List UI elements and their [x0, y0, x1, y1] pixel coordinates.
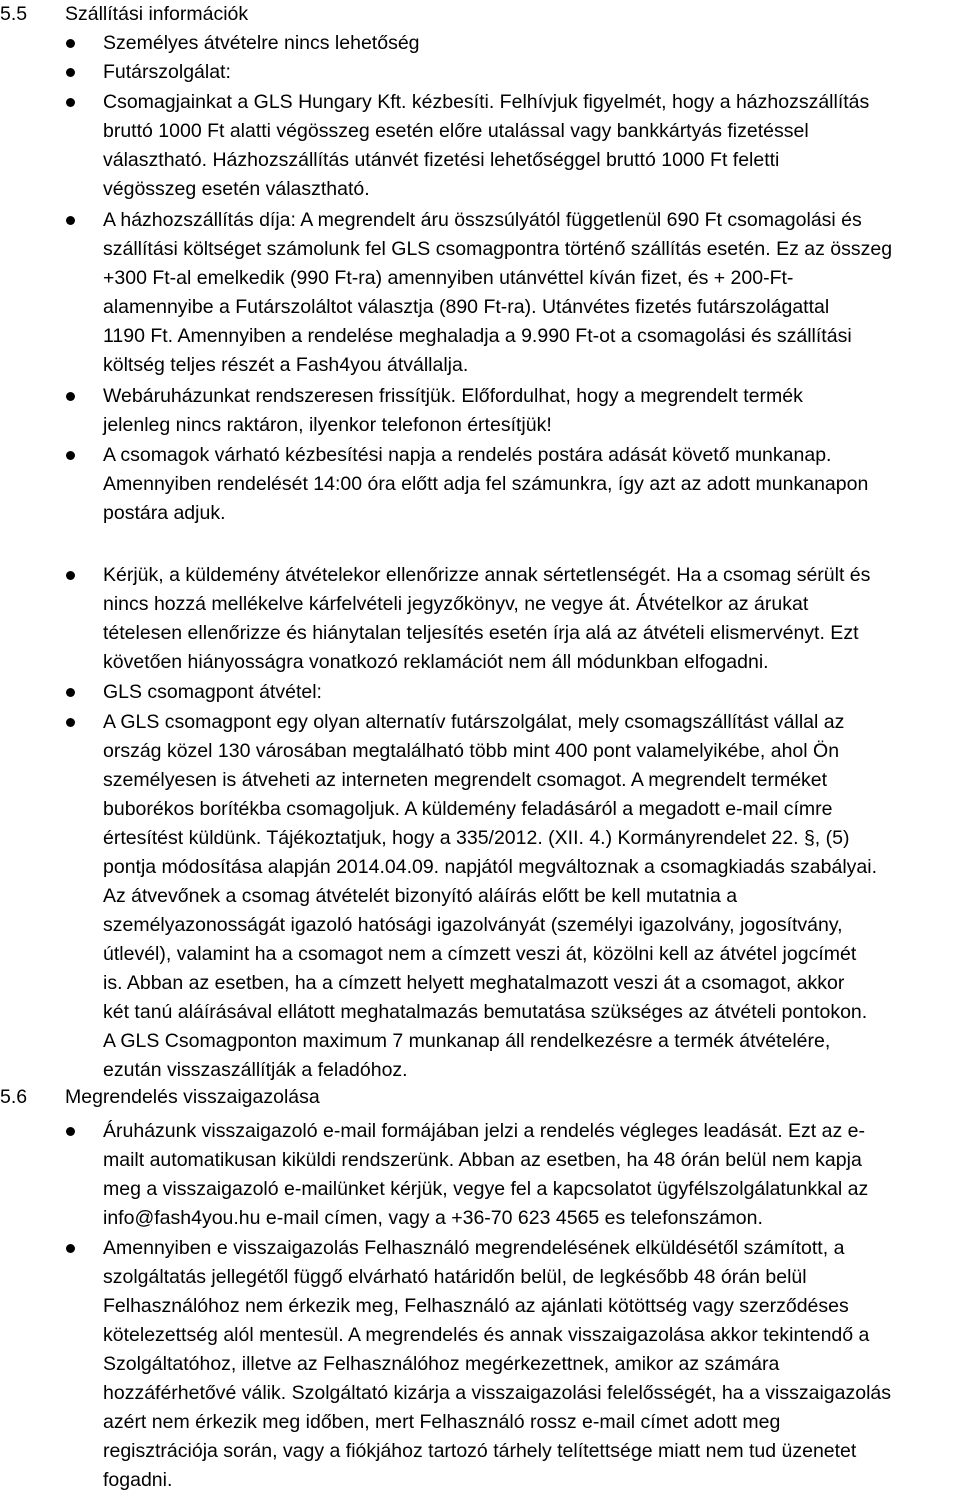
section-title: Megrendelés visszaigazolása [65, 1086, 320, 1108]
bullet-icon [66, 98, 75, 107]
text-line: szállítási költséget számolunk fel GLS csomagpontra történő szállítás esetén. Ez az összeg [103, 238, 893, 260]
bullet-icon [66, 571, 75, 580]
text-line: Az átvevőnek a csomag átvételét bizonyító aláírás előtt be kell mutatnia a [103, 885, 738, 907]
list-item [103, 678, 960, 707]
text-line: postára adjuk. [103, 502, 226, 524]
text-line: azért nem érkezik meg időben, mert Felhasználó rossz e-mail címet adott meg [103, 1411, 781, 1433]
text-line: A csomagok várható kézbesítési napja a rendelés postára adását követő munkanap. [103, 444, 832, 466]
text-line: pontja módosítása alapján 2014.04.09. napjától megváltoznak a csomagkiadás szabályai. [103, 856, 878, 878]
text-line: A GLS Csomagponton maximum 7 munkanap áll rendelkezésre a termék átvételére, [103, 1030, 831, 1052]
text-line: tételesen ellenőrizze és hiánytalan teljesítés esetén írja alá az átvételi elismervényt. Ezt [103, 622, 859, 644]
text-line: Áruházunk visszaigazoló e-mail formájában jelzi a rendelés végleges leadását. Ezt az e- [103, 1120, 865, 1142]
text-line: végösszeg esetén választható. [103, 178, 370, 200]
section-number: 5.5 [0, 3, 28, 25]
text-line: A GLS csomagpont egy olyan alternatív futárszolgálat, mely csomagszállítást vállal az [103, 711, 845, 733]
bullet-icon [66, 68, 75, 77]
text-line: jelenleg nincs raktáron, ilyenkor telefonon értesítjük! [103, 414, 552, 436]
text-line: 1190 Ft. Amennyiben a rendelése meghaladja a 9.990 Ft-ot a csomagolási és szállítási [103, 325, 852, 347]
list-item [103, 708, 960, 1085]
text-line: nincs hozzá mellékelve kárfelvételi jegyzőkönyv, ne vegye át. Átvételkor az árukat [103, 593, 809, 615]
text-line: +300 Ft-al emelkedik (990 Ft-ra) amennyiben utánvéttel kíván fizet, és + 200-Ft- [103, 267, 794, 289]
list-item [103, 382, 960, 440]
text-line: költség teljes részét a Fash4you átvállalja. [103, 354, 469, 376]
list-item [103, 88, 960, 204]
text-line: Személyes átvételre nincs lehetőség [103, 32, 420, 54]
bullet-icon [66, 718, 75, 727]
text-line: Kérjük, a küldemény átvételekor ellenőrizze annak sértetlenségét. Ha a csomag sérült és [103, 564, 871, 586]
text-line: útlevél), valamint ha a csomagot nem a címzett veszi át, közölni kell az átvétel jogcímét [103, 943, 857, 965]
text-line: Felhasználóhoz nem érkezik meg, Felhasználó az ajánlati kötöttség vagy szerződéses [103, 1295, 849, 1317]
text-line: buborékos borítékba csomagoljuk. A küldemény feladásáról a megadott e-mail címre [103, 798, 833, 820]
text-line: választható. Házhozszállítás utánvét fizetési lehetőséggel bruttó 1000 Ft feletti [103, 149, 780, 171]
list-item [103, 1234, 960, 1495]
text-line: Amennyiben rendelését 14:00 óra előtt adja fel számunkra, így azt az adott munkanapon [103, 473, 869, 495]
text-line: értesítést küldünk. Tájékoztatjuk, hogy a 335/2012. (XII. 4.) Kormányrendelet 22. §, (5) [103, 827, 850, 849]
text-line: mailt automatikusan kiküldi rendszerünk. Abban az esetben, ha 48 órán belül nem kapja [103, 1149, 862, 1171]
text-line: alamennyibe a Futárszoláltot választja (890 Ft-ra). Utánvétes fizetés futárszolágattal [103, 296, 830, 318]
text-line: két tanú aláírásával ellátott meghatalmazás bemutatása szükséges az átvételi pontokon. [103, 1001, 868, 1023]
text-line: Csomagjainkat a GLS Hungary Kft. kézbesíti. Felhívjuk figyelmét, hogy a házhozszállítás [103, 91, 870, 113]
list-item [103, 206, 960, 380]
text-line: Futárszolgálat: [103, 61, 231, 83]
text-line: kötelezettség alól mentesül. A megrendelés és annak visszaigazolása akkor tekintendő a [103, 1324, 870, 1346]
bullet-icon [66, 216, 75, 225]
list-item [103, 441, 960, 528]
bullet-icon [66, 39, 75, 48]
text-line: Webáruházunkat rendszeresen frissítjük. Előfordulhat, hogy a megrendelt termék [103, 385, 803, 407]
text-line: Szolgáltatóhoz, illetve az Felhasználóhoz megérkezettnek, amikor az számára [103, 1353, 780, 1375]
list-item [103, 561, 960, 677]
text-line: követően hiányosságra vonatkozó reklamációt nem áll módunkban elfogadni. [103, 651, 769, 673]
list-item [103, 1117, 960, 1233]
list-item [103, 58, 960, 87]
bullet-icon [66, 392, 75, 401]
text-line: Amennyiben e visszaigazolás Felhasználó megrendelésének elküldésétől számított, a [103, 1237, 845, 1259]
bullet-icon [66, 451, 75, 460]
text-line: fogadni. [103, 1469, 173, 1491]
bullet-icon [66, 1127, 75, 1136]
text-line: személyesen is átveheti az interneten megrendelt csomagot. A megrendelt terméket [103, 769, 828, 791]
text-line: A házhozszállítás díja: A megrendelt áru összsúlyától függetlenül 690 Ft csomagolási és [103, 209, 862, 231]
section-number: 5.6 [0, 1086, 28, 1108]
list-item [103, 29, 960, 58]
text-line: bruttó 1000 Ft alatti végösszeg esetén előre utalással vagy bankkártyás fizetéssel [103, 120, 809, 142]
text-line: hozzáférhetővé válik. Szolgáltató kizárja a visszaigazolási felelősségét, ha a visszaigazolás [103, 1382, 891, 1404]
text-line: ezután visszaszállítják a feladóhoz. [103, 1059, 408, 1081]
text-line: szolgáltatás jellegétől függő elvárható határidőn belül, de legkésőbb 48 órán belül [103, 1266, 807, 1288]
text-line: is. Abban az esetben, ha a címzett helyett meghatalmazott veszi át a csomagot, akkor [103, 972, 845, 994]
text-line: GLS csomagpont átvétel: [103, 681, 322, 703]
text-line: személyazonosságát igazoló hatósági igazolványát (személyi igazolvány, jogosítvány, [103, 914, 843, 936]
bullet-icon [66, 688, 75, 697]
text-line: meg a visszaigazoló e-mailünket kérjük, vegye fel a kapcsolatot ügyfélszolgálatunkkal az [103, 1178, 869, 1200]
text-line: info@fash4you.hu e-mail címen, vagy a +36-70 623 4565 es telefonszámon. [103, 1207, 763, 1229]
section-title: Szállítási információk [65, 3, 249, 25]
bullet-icon [66, 1244, 75, 1253]
text-line: ország közel 130 városában megtalálható több mint 400 pont valamelyikébe, ahol Ön [103, 740, 840, 762]
text-line: regisztrációja során, vagy a fiókjához tartozó tárhely telítettsége miatt nem tud üzenetet [103, 1440, 857, 1462]
